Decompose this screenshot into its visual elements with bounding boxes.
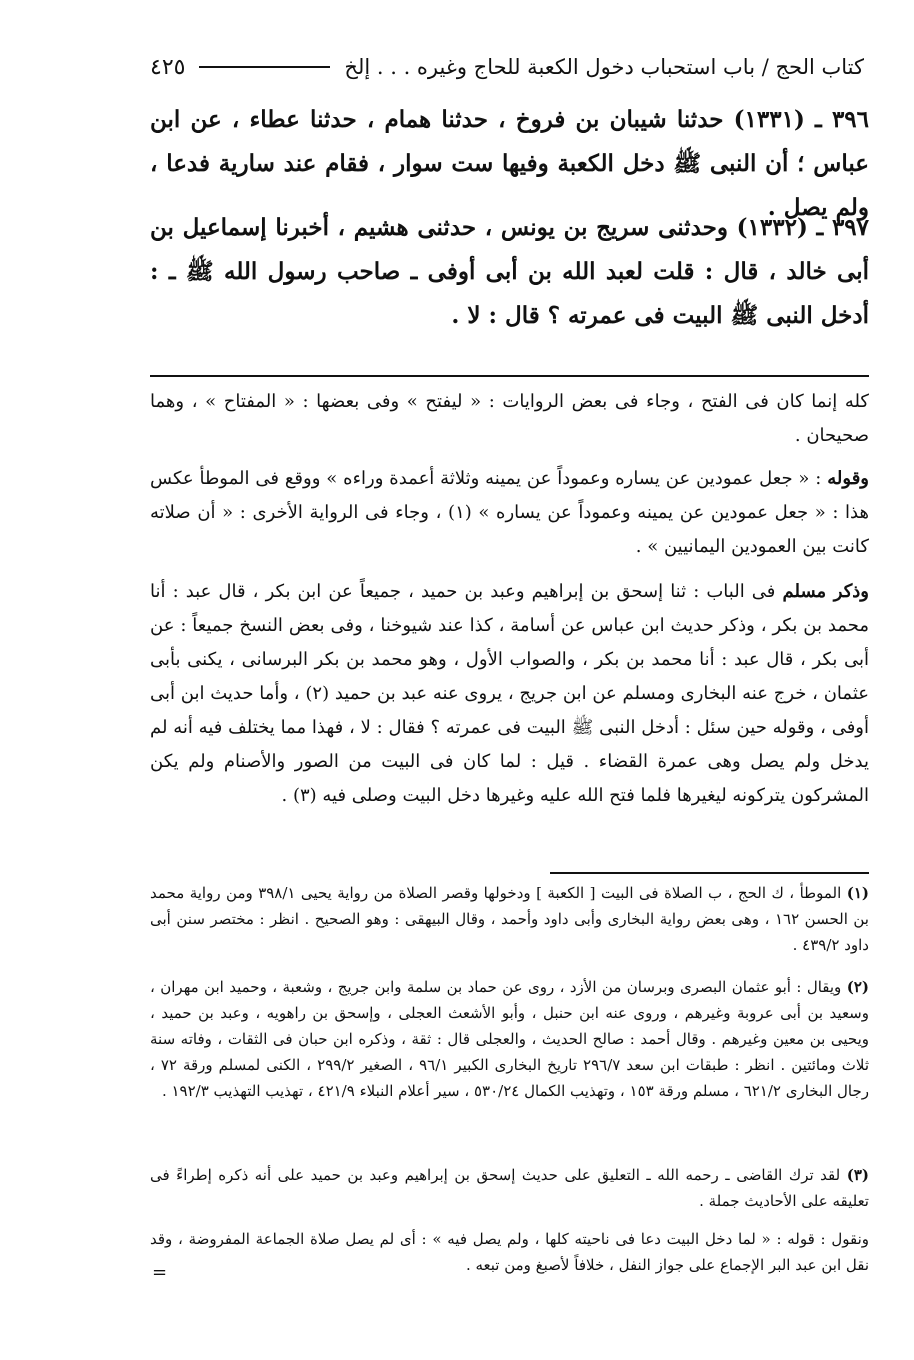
commentary-paragraph-1: كله إنما كان فى الفتح ، وجاء فى بعض الروايات : « ليفتح » وفى بعضها : « المفتاح » ، وهما صحيحان . (150, 391, 869, 446)
commentary-lead-2: وقوله (827, 468, 869, 489)
commentary-body-3: فى الباب : ثنا إسحق بن إبراهيم وعبد بن حميد ، جميعاً عن ابن بكر ، قال عبد : أنا محمد بن بكر ، وذكر حديث ابن عباس عن أسامة ، كذا عند شيوخنا ، وفى بعض النسخ جميعاً : عن أبى بكر ، قال عبد : أنا محمد بن بكر ، والصواب الأول ، وهو محمد بن بكر البرسانى ، يكنى بأبى عثمان ، خرج عنه البخارى ومسلم عن ابن جريج ، يروى عنه عبد بن حميد (٢) ، وأما حديث ابن أبى أوفى ، وقوله حين سئل : أدخل النبى ﷺ البيت فى عمرته ؟ فقال : لا ، فهذا مما يختلف فيه أنه لم يدخل ولم يصل وهى عمرة القضاء . قيل : لما كان فى البيت من الصور والأصنام ولم يكن المشركون يتركونه ليغيرها فلما فتح الله عليه وغيرها دخل البيت وصلى فيه (٣) . (150, 581, 869, 806)
commentary-paragraph-3 (150, 575, 869, 813)
hadith-396: ٣٩٦ ـ (١٣٣١) حدثنا شيبان بن فروخ ، حدثنا همام ، حدثنا عطاء ، عن ابن عباس ؛ أن النبى ﷺ دخل الكعبة وفيها ست سوار ، فقام عند سارية فدعا ، ولم يصل . (150, 106, 869, 221)
footnote-3-continued (150, 1226, 869, 1278)
footnote-text: لقد ترك القاضى ـ رحمه الله ـ التعليق على حديث إسحق بن إبراهيم وعبد بن حميد على أنه ذكره إطراءً فى تعليقه على الأحاديث جملة . (150, 1166, 869, 1210)
hadith-397: ٣٩٧ ـ (١٣٣٢) وحدثنى سريج بن يونس ، حدثنى هشيم ، أخبرنا إسماعيل بن أبى خالد ، قال : قلت لعبد الله بن أبى أوفى ـ صاحب رسول الله ﷺ ـ : أدخل النبى ﷺ البيت فى عمرته ؟ قال : لا . (150, 214, 869, 329)
page-number: ٤٢٥ (150, 54, 186, 80)
footnote-2 (150, 974, 869, 1104)
continuation-mark: = (152, 1262, 168, 1283)
footnote-1 (150, 880, 869, 958)
footnote-text: الموطأ ، ك الحج ، ب الصلاة فى البيت [ الكعبة ] ودخولها وقصر الصلاة من رواية يحيى ٣٩٨/١ ومن رواية محمد بن الحسن ١٦٢ ، وهى بعض رواية البخارى وأبى داود وأحمد ، وقال البيهقى : وهو الصحيح . انظر : مختصر سنن أبى داود ٤٣٩/٢ . (150, 884, 869, 954)
commentary-body-2: : « جعل عمودين عن يساره وعموداً عن يمينه وثلاثة أعمدة وراءه » ووقع فى الموطأ عكس هذا : « جعل عمودين عن يمينه وعموداً عن يساره » (١) ، وجاء فى الرواية الأخرى : « أن صلاته كانت بين العمودين اليمانيين » . (150, 468, 869, 557)
footnote-number: (٣) (846, 1166, 869, 1184)
footnote-3 (150, 1162, 869, 1214)
commentary-lead-3: وذكر مسلم (782, 581, 869, 602)
footnote-number: (١) (846, 884, 869, 902)
commentary-paragraph-2 (150, 462, 869, 564)
footnote-text: ونقول : قوله : « لما دخل البيت دعا فى ناحيته كلها ، ولم يصل فيه » : أى لم يصل صلاة الجماعة المفروضة ، وقد نقل ابن عبد البر الإجماع على جواز النفل ، خلافاً لأصبغ ومن تبعه . (150, 1230, 869, 1274)
header-rule (199, 66, 330, 68)
running-header (150, 52, 864, 82)
footnote-text: ويقال : أبو عثمان البصرى وبرسان من الأزد ، روى عن حماد بن سلمة وابن جريج ، وشعبة ، وحميد ابن مهران ، وسعيد بن أبى عروبة وغيرهم ، وروى عنه ابن حنبل ، وأبو الأشعث العجلى ، وإسحق بن راهويه ، وعبد بن حميد ، ويحيى بن معين وغيرهم . وقال أحمد : صالح الحديث ، والعجلى قال : ثقة ، وذكره ابن حبان فى الثقات ، وفاته سنة ثلاث ومائتين . انظر : طبقات ابن سعد ٢٩٦/٧ تاريخ البخارى الكبير ٩٦/١ ، الصغير ٢٩٩/٢ ، الكنى لمسلم ورقة ٧٢ ، رجال البخارى ٦٢١/٢ ، مسلم ورقة ١٥٣ ، وتهذيب الكمال ٥٣٠/٢٤ ، سير أعلام النبلاء ٤٢١/٩ ، تهذيب التهذيب ١٩٢/٣ . (150, 978, 869, 1100)
header-title: كتاب الحج / باب استحباب دخول الكعبة للحاج وغيره . . . إلخ (344, 55, 864, 79)
footnote-divider (550, 872, 869, 874)
commentary-divider (150, 375, 869, 377)
footnote-number: (٢) (846, 978, 869, 996)
